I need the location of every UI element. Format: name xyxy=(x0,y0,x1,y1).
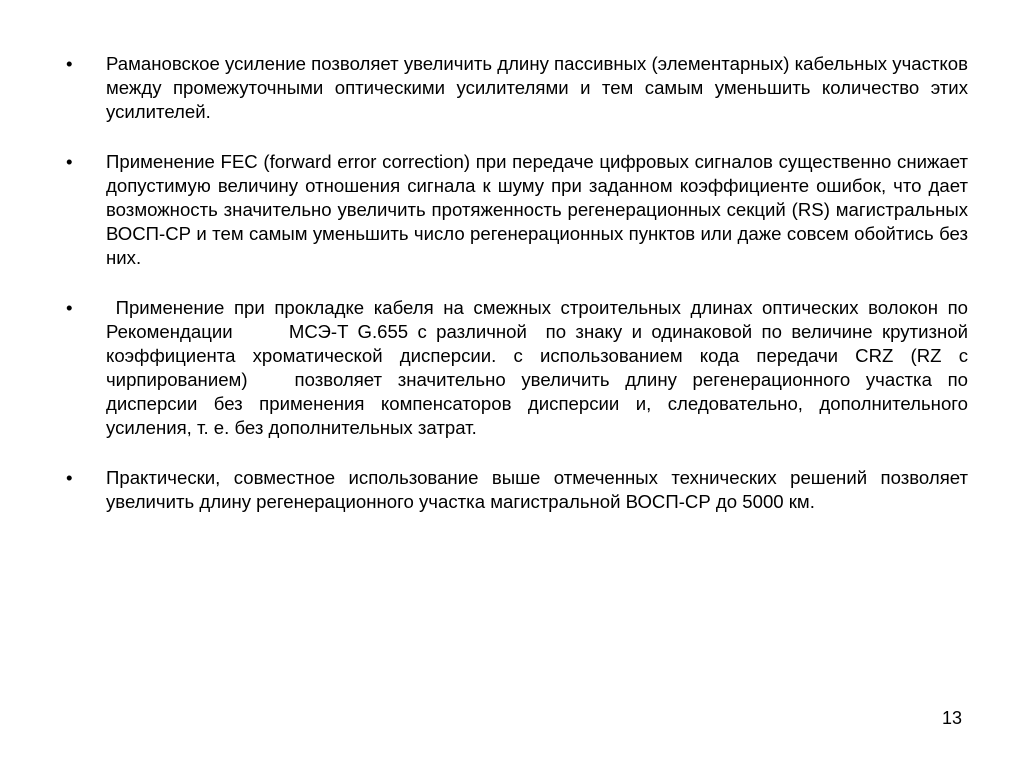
bullet-list xyxy=(66,52,974,514)
bullet-item-fec xyxy=(66,150,974,270)
bullet-marker: • xyxy=(66,467,73,488)
bullet-text: Практически, совместное использование выше отмеченных технических решений позволяет увеличить длину регенерационного участка магистральной ВОСП-СР до 5000 км. xyxy=(106,467,974,512)
bullet-item-conclusion xyxy=(66,466,974,514)
bullet-marker: • xyxy=(66,297,73,318)
bullet-text: Рамановское усиление позволяет увеличить длину пассивных (элементарных) кабельных участков между промежуточными оптическими усилителями и тем самым уменьшить количество этих усилителей. xyxy=(106,53,974,122)
page-number: 13 xyxy=(941,708,962,728)
bullet-item-g655 xyxy=(66,296,974,440)
bullet-marker: • xyxy=(66,53,73,74)
bullet-text: Применение FEC (forward error correction) при передаче цифровых сигналов существенно снижает допустимую величину отношения сигнала к шуму при заданном коэффициенте ошибок, что дает возможность значительно увеличить протяженность регенерационных секций (RS) магистральных ВОСП-СР и тем самым уменьшить число регенерационных пунктов или даже совсем обойтись без них. xyxy=(106,151,974,268)
bullet-text: Применение при прокладке кабеля на смежных строительных длинах оптических волокон по Рекомендации МСЭ-T G.655 с различной по знаку и одинаковой по величине крутизной коэффициента хроматической дисперсии. с использованием кода передачи CRZ (RZ с чирпированием) позволяет значительно увеличить длину регенерационного участка по дисперсии без применения компенсаторов дисперсии и, следовательно, дополнительного усиления, т. е. без дополнительных затрат. xyxy=(106,297,974,438)
bullet-marker: • xyxy=(66,151,73,172)
bullet-item-raman xyxy=(66,52,974,124)
